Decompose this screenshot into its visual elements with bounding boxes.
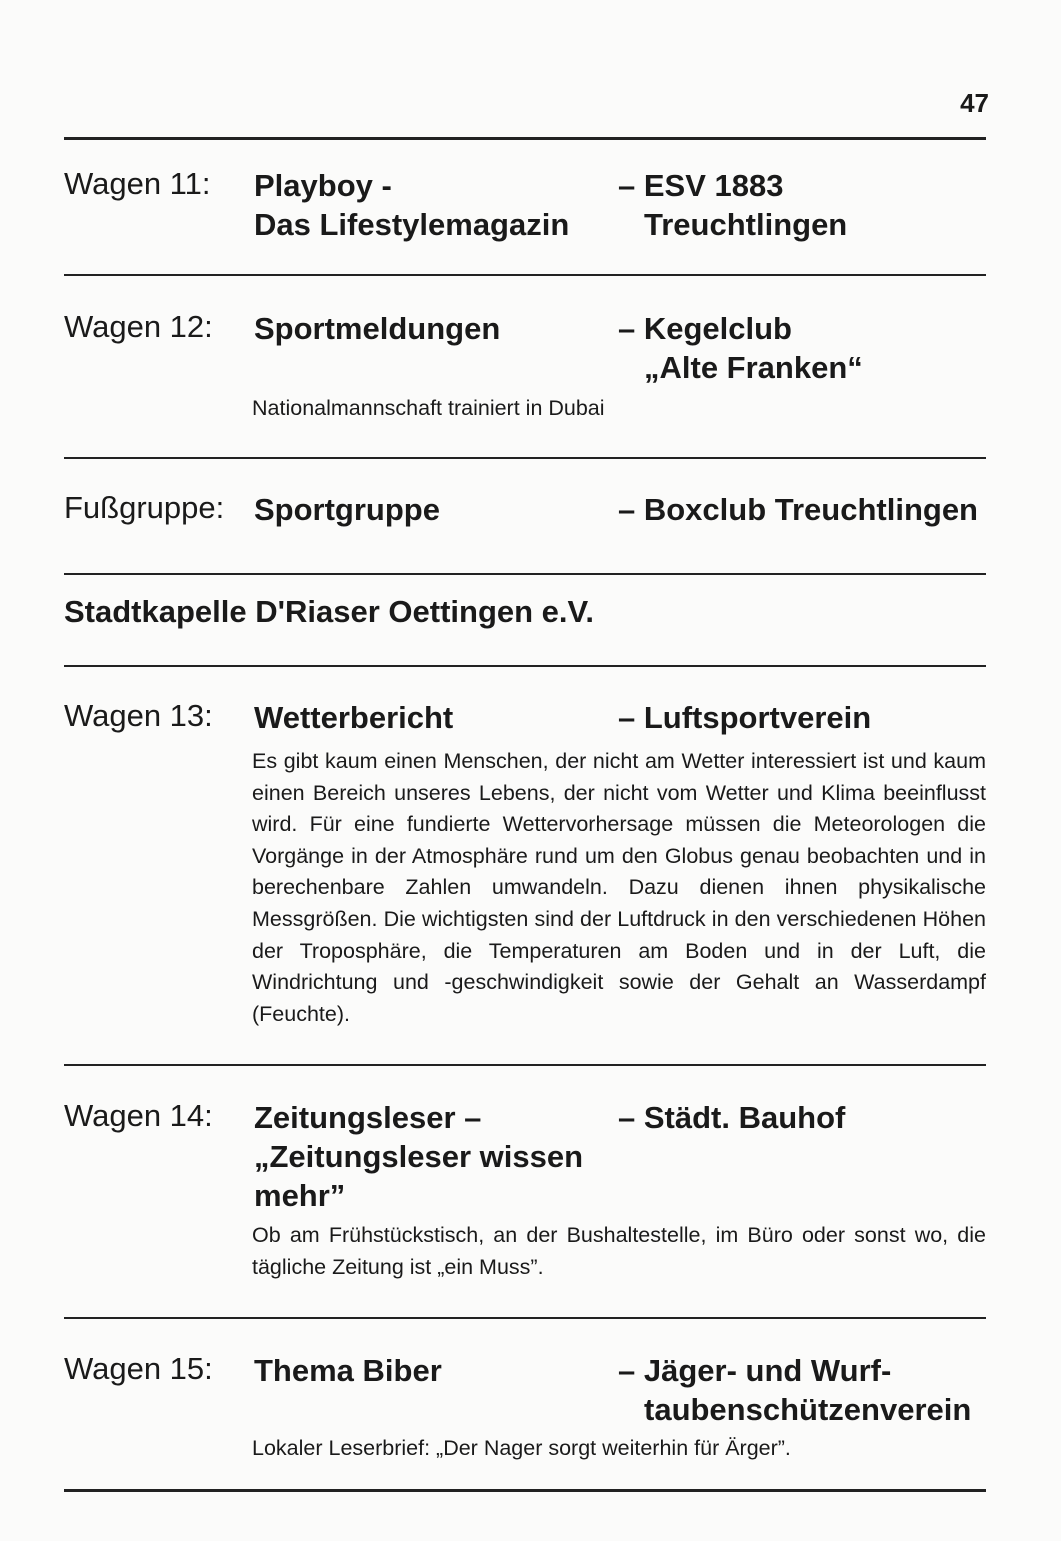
section-heading: Stadtkapelle D'Riaser Oettingen e.V. [64,594,594,629]
entry-label: Wagen 14: [64,1098,213,1133]
entry-sponsor [618,698,871,737]
title-line: Zeitungsleser – [254,1100,482,1135]
divider [64,573,986,575]
sponsor-line: Treuchtlingen [644,207,848,242]
entry-description: Lokaler Leserbrief: „Der Nager sorgt weiterhin für Ärger”. [252,1436,791,1460]
sponsor-line: – Kegelclub [618,311,792,346]
sponsor-line: – Jäger- und Wurf- [618,1353,892,1388]
divider [64,1317,986,1319]
entry-label: Wagen 12: [64,309,213,344]
entry-description: Ob am Frühstückstisch, an der Bushaltestelle, im Büro oder sonst wo, die tägliche Zeitung ist „ein Muss”. [252,1223,986,1279]
entry-label: Wagen 15: [64,1351,213,1386]
title-line: Sportmeldungen [254,311,501,346]
entry-label: Wagen 13: [64,698,213,733]
sponsor-line: „Alte Franken“ [644,350,863,385]
title-line: Wetterbericht [254,700,454,735]
title-line: Das Lifestylemagazin [254,207,570,242]
sponsor-line: – Boxclub Treuchtlingen [618,492,978,527]
entry-title [254,490,440,529]
entry-title [254,309,500,348]
entry-description: Nationalmannschaft trainiert in Dubai [252,396,605,420]
divider [64,137,986,140]
sponsor-line: taubenschützenverein [644,1392,972,1427]
entry-label: Fußgruppe: [64,490,225,525]
divider [64,1489,986,1492]
entry-sponsor [618,309,863,387]
page-number: 47 [960,88,989,118]
entry-sponsor [618,490,978,529]
entry-sponsor [618,166,847,244]
title-line: Sportgruppe [254,492,440,527]
title-line: „Zeitungsleser wissen [254,1139,584,1174]
sponsor-line: – Luftsportverein [618,700,872,735]
divider [64,1064,986,1066]
entry-description: Es gibt kaum einen Menschen, der nicht am Wetter interessiert ist und kaum einen Bereich unseres Lebens, der nicht vom Wetter und Klima beeinflusst wird. Für eine fundierte Wettervorhersage müssen die Meteorologen die Vorgänge in der Atmosphäre rund um den Globus genau beobachten und in berechenbare Zahlen umwandeln. Dazu dienen ihnen physikalische Messgrößen. Die wichtigsten sind der Luftdruck in den verschiedenen Höhen der Troposphäre, die Temperaturen am Boden und in der Luft, die Windrichtung und -geschwindigkeit sowie der Gehalt an Wasserdampf (Feuchte). [252,749,986,1026]
title-line: Playboy - [254,168,392,203]
divider [64,665,986,667]
entry-sponsor [618,1351,971,1429]
sponsor-line: – ESV 1883 [618,168,784,203]
entry-label: Wagen 11: [64,166,211,201]
entry-sponsor [618,1098,845,1137]
entry-title [254,1351,442,1390]
entry-title [254,698,453,737]
divider [64,274,986,276]
title-line: Thema Biber [254,1353,442,1388]
entry-title [254,1098,583,1215]
entry-title [254,166,569,244]
sponsor-line: – Städt. Bauhof [618,1100,846,1135]
divider [64,457,986,459]
title-line: mehr” [254,1178,346,1213]
